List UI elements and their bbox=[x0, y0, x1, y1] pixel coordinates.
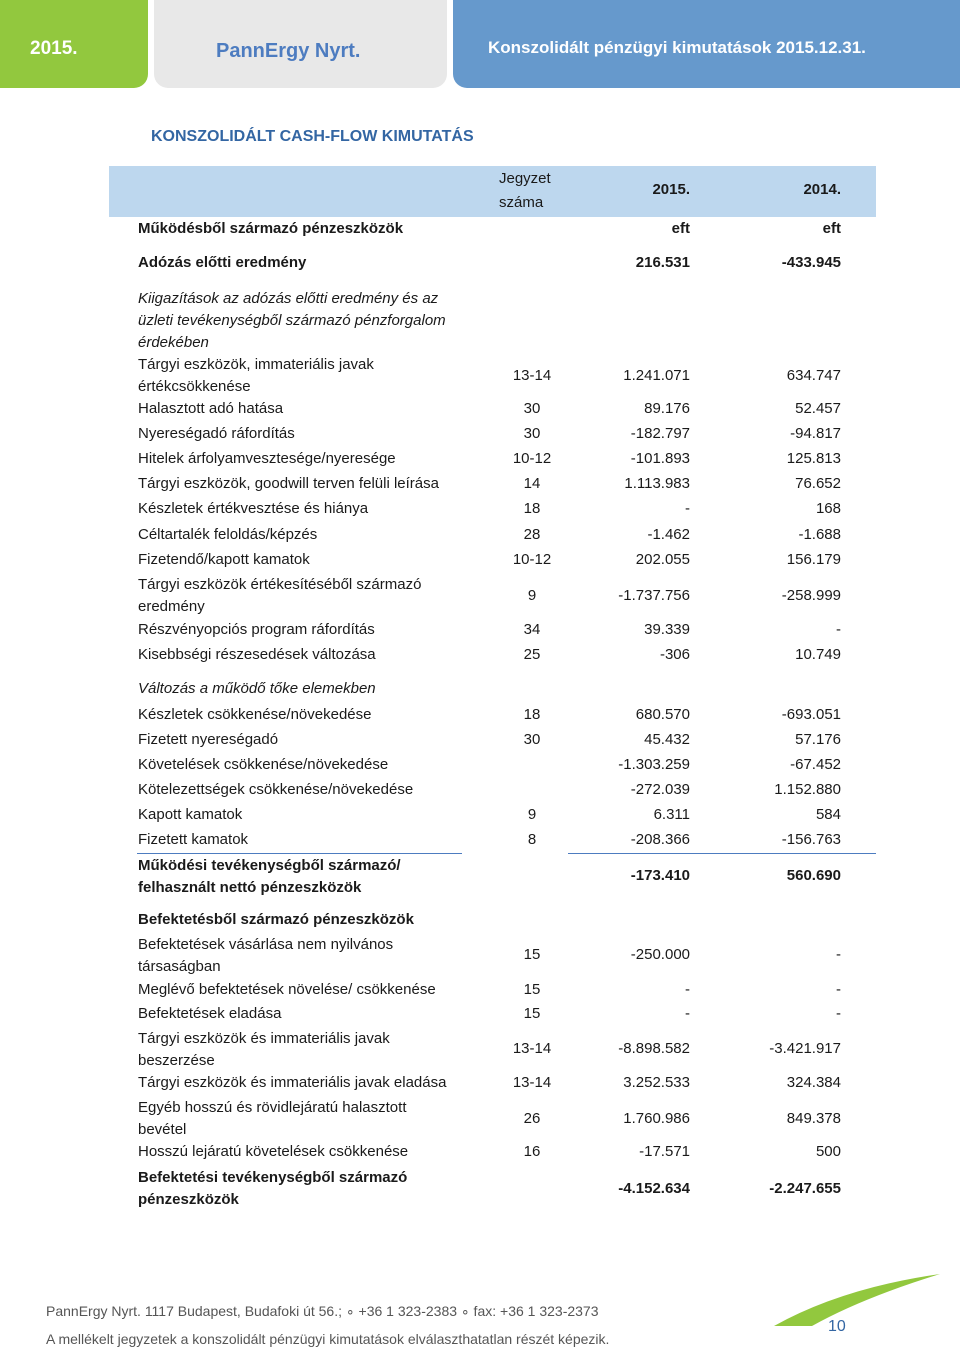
note-number: 18 bbox=[523, 706, 541, 723]
value-2015: 6.311 bbox=[653, 806, 690, 823]
row-label: Befektetésből származó pénzeszközök bbox=[138, 911, 414, 928]
row-label: felhasznált nettó pénzeszközök bbox=[138, 879, 362, 896]
row-label: Követelések csökkenése/növekedése bbox=[138, 756, 389, 773]
table-header bbox=[109, 166, 876, 217]
note-number: 15 bbox=[523, 946, 541, 963]
row-label: Változás a működő tőke elemekben bbox=[138, 680, 376, 697]
value-2015: -1.462 bbox=[647, 526, 690, 543]
header-document-title: Konszolidált pénzügyi kimutatások 2015.12.31. bbox=[488, 38, 866, 57]
value-2015: 216.531 bbox=[635, 254, 690, 271]
row-label: Befektetési tevékenységből származó bbox=[138, 1169, 408, 1186]
value-2014: -2.247.655 bbox=[769, 1180, 841, 1197]
row-label: Befektetések eladása bbox=[138, 1005, 282, 1022]
note-number: 26 bbox=[523, 1110, 541, 1127]
footer-address: PannErgy Nyrt. 1117 Budapest, Budafoki út 56.; ∘ +36 1 323-2383 ∘ fax: +36 1 323-2373 bbox=[46, 1303, 599, 1319]
value-2014: 125.813 bbox=[786, 450, 841, 467]
value-2015: 680.570 bbox=[635, 706, 690, 723]
value-2014: 634.747 bbox=[786, 367, 841, 384]
note-number: 9 bbox=[527, 806, 537, 823]
note-number: 15 bbox=[523, 1005, 541, 1022]
row-label: Tárgyi eszközök értékesítéséből származó bbox=[138, 576, 422, 593]
value-2014: 57.176 bbox=[795, 731, 841, 748]
row-label: eredmény bbox=[138, 598, 205, 615]
value-2015: 3.252.533 bbox=[623, 1074, 690, 1091]
value-2014: -156.763 bbox=[781, 831, 841, 848]
note-number: 28 bbox=[523, 526, 541, 543]
value-2015: -173.410 bbox=[630, 867, 690, 884]
note-number: 10-12 bbox=[512, 450, 552, 467]
row-label: Fizetett kamatok bbox=[138, 831, 249, 848]
note-column-header: Jegyzet bbox=[499, 170, 551, 187]
subtotal-divider bbox=[568, 853, 876, 854]
value-2015: -182.797 bbox=[630, 425, 690, 442]
value-2014: 156.179 bbox=[786, 551, 841, 568]
row-label: Halasztott adó hatása bbox=[138, 400, 284, 417]
row-label: társaságban bbox=[138, 958, 221, 975]
value-2014: 584 bbox=[815, 806, 841, 823]
row-label: Befektetések vásárlása nem nyilvános bbox=[138, 936, 394, 953]
row-label: Fizetett nyereségadó bbox=[138, 731, 279, 748]
row-label: Működésből származó pénzeszközök bbox=[138, 220, 404, 237]
row-label: Kisebbségi részesedések változása bbox=[138, 646, 376, 663]
row-label: Egyéb hosszú és rövidlejáratú halasztott bbox=[138, 1099, 407, 1116]
value-2014: -1.688 bbox=[798, 526, 841, 543]
value-2014: 560.690 bbox=[786, 867, 841, 884]
value-2014: -258.999 bbox=[781, 587, 841, 604]
value-2015: -101.893 bbox=[630, 450, 690, 467]
value-2015: -4.152.634 bbox=[618, 1180, 690, 1197]
value-2015: -17.571 bbox=[639, 1143, 690, 1160]
note-number: 15 bbox=[523, 981, 541, 998]
value-2015: 89.176 bbox=[644, 400, 690, 417]
row-label: Kapott kamatok bbox=[138, 806, 243, 823]
value-2014: 168 bbox=[815, 500, 841, 517]
value-2014: - bbox=[836, 621, 841, 638]
value-2014: 76.652 bbox=[795, 475, 841, 492]
value-2015: -8.898.582 bbox=[618, 1040, 690, 1057]
row-label: Meglévő befektetések növelése/ csökkenése bbox=[138, 981, 436, 998]
value-2015: -306 bbox=[659, 646, 690, 663]
swoosh-logo-icon bbox=[772, 1268, 942, 1328]
note-number: 9 bbox=[527, 587, 537, 604]
row-label: Hitelek árfolyamvesztesége/nyeresége bbox=[138, 450, 396, 467]
row-label: Adózás előtti eredmény bbox=[138, 254, 307, 271]
header-company: PannErgy Nyrt. bbox=[216, 40, 361, 62]
value-2014: -433.945 bbox=[781, 254, 841, 271]
row-label: Készletek csökkenése/növekedése bbox=[138, 706, 372, 723]
value-2014: -94.817 bbox=[790, 425, 841, 442]
value-2014: 324.384 bbox=[786, 1074, 841, 1091]
value-2014: eft bbox=[822, 220, 841, 237]
row-label: Céltartalék feloldás/képzés bbox=[138, 526, 318, 543]
row-label: Tárgyi eszközök, immateriális javak bbox=[138, 356, 374, 373]
value-2015: - bbox=[685, 500, 690, 517]
row-label: Részvényopciós program ráfordítás bbox=[138, 621, 375, 638]
note-number: 13-14 bbox=[512, 367, 552, 384]
note-number: 34 bbox=[523, 621, 541, 638]
value-2015: -1.303.259 bbox=[618, 756, 690, 773]
value-2015: 1.113.983 bbox=[624, 475, 690, 492]
row-label: Kötelezettségek csökkenése/növekedése bbox=[138, 781, 414, 798]
row-label: érdekében bbox=[138, 334, 209, 351]
row-label: Hosszú lejáratú követelések csökkenése bbox=[138, 1143, 409, 1160]
value-2015: - bbox=[685, 981, 690, 998]
row-label: Működési tevékenységből származó/ bbox=[138, 857, 401, 874]
value-2015: 202.055 bbox=[635, 551, 690, 568]
note-number: 25 bbox=[523, 646, 541, 663]
row-label: Készletek értékvesztése és hiánya bbox=[138, 500, 369, 517]
row-label: Nyereségadó ráfordítás bbox=[138, 425, 295, 442]
value-2015: -250.000 bbox=[630, 946, 690, 963]
column-header-2015: 2015. bbox=[652, 181, 690, 198]
value-2014: 849.378 bbox=[786, 1110, 841, 1127]
value-2015: eft bbox=[671, 220, 690, 237]
page-number: 10 bbox=[828, 1318, 846, 1335]
value-2014: 1.152.880 bbox=[774, 781, 841, 798]
value-2015: -272.039 bbox=[630, 781, 690, 798]
row-label: Tárgyi eszközök és immateriális javak eladása bbox=[138, 1074, 447, 1091]
row-label: Tárgyi eszközök és immateriális javak bbox=[138, 1030, 390, 1047]
row-label: értékcsökkenése bbox=[138, 378, 251, 395]
footer-note: A mellékelt jegyzetek a konszolidált pénzügyi kimutatások elválaszthatatlan részét képezik. bbox=[46, 1331, 610, 1347]
row-label: Fizetendő/kapott kamatok bbox=[138, 551, 310, 568]
note-number: 30 bbox=[523, 400, 541, 417]
note-number: 18 bbox=[523, 500, 541, 517]
value-2014: 500 bbox=[815, 1143, 841, 1160]
column-header-2014: 2014. bbox=[803, 181, 841, 198]
note-column-header-line2: száma bbox=[499, 194, 544, 211]
value-2015: - bbox=[685, 1005, 690, 1022]
note-number: 13-14 bbox=[512, 1040, 552, 1057]
note-number: 30 bbox=[523, 425, 541, 442]
row-label: Tárgyi eszközök, goodwill terven felüli leírása bbox=[138, 475, 439, 492]
subtotal-divider bbox=[137, 853, 462, 854]
row-label: üzleti tevékenységből származó pénzforgalom bbox=[138, 312, 446, 329]
header-year: 2015. bbox=[30, 38, 78, 59]
note-number: 30 bbox=[523, 731, 541, 748]
row-label: Kiigazítások az adózás előtti eredmény és az bbox=[138, 290, 439, 307]
value-2014: -3.421.917 bbox=[769, 1040, 841, 1057]
note-number: 16 bbox=[523, 1143, 541, 1160]
value-2015: 1.760.986 bbox=[623, 1110, 690, 1127]
value-2014: 10.749 bbox=[795, 646, 841, 663]
value-2015: -1.737.756 bbox=[618, 587, 690, 604]
row-label: bevétel bbox=[138, 1121, 187, 1138]
value-2015: -208.366 bbox=[630, 831, 690, 848]
value-2015: 1.241.071 bbox=[623, 367, 690, 384]
value-2014: -693.051 bbox=[781, 706, 841, 723]
note-number: 10-12 bbox=[512, 551, 552, 568]
report-title: KONSZOLIDÁLT CASH-FLOW KIMUTATÁS bbox=[151, 128, 474, 145]
value-2014: - bbox=[836, 1005, 841, 1022]
note-number: 14 bbox=[523, 475, 541, 492]
row-label: beszerzése bbox=[138, 1052, 215, 1069]
note-number: 8 bbox=[527, 831, 537, 848]
value-2015: 39.339 bbox=[644, 621, 690, 638]
value-2015: 45.432 bbox=[644, 731, 690, 748]
value-2014: 52.457 bbox=[795, 400, 841, 417]
value-2014: - bbox=[836, 981, 841, 998]
note-number: 13-14 bbox=[512, 1074, 552, 1091]
value-2014: - bbox=[836, 946, 841, 963]
row-label: pénzeszközök bbox=[138, 1191, 239, 1208]
value-2014: -67.452 bbox=[790, 756, 841, 773]
